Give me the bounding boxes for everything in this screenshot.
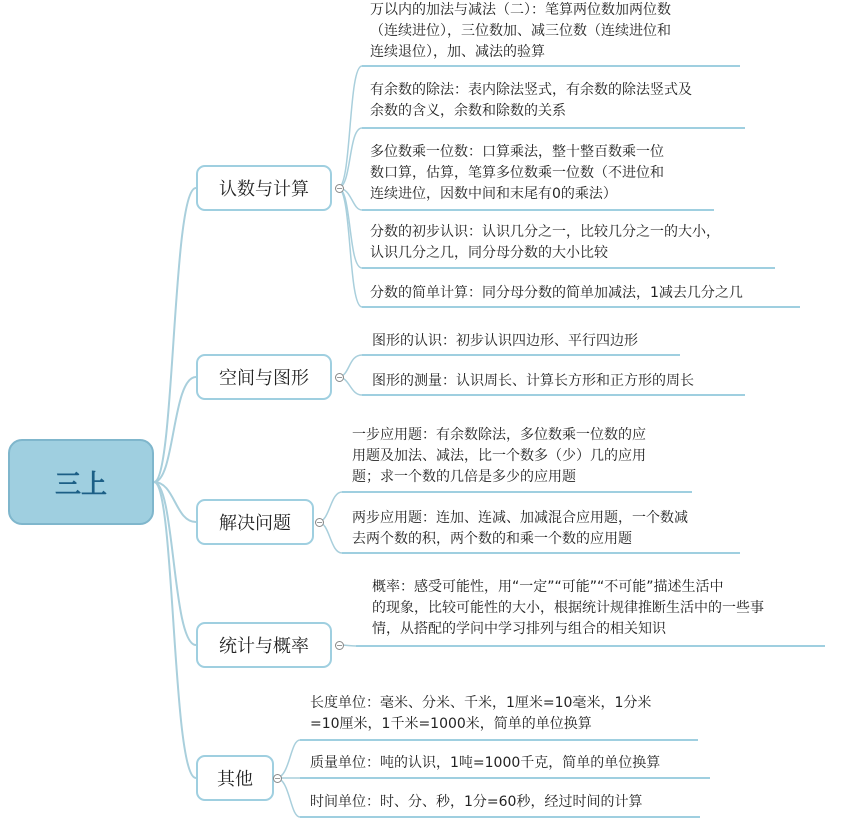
leaf-probability: 概率：感受可能性，用“一定”“可能”“不可能”描述生活中 的现象，比较可能性的大小，根据统计规律推断生活中的一些事 情，从搭配的学问中学习排列与组合的相关知识 <box>372 579 764 637</box>
leaf-mass-units: 质量单位：吨的认识，1吨=1000千克，简单的单位换算 <box>310 755 661 771</box>
collapse-icon[interactable]: − <box>336 641 343 650</box>
leaf-fractions-intro: 分数的初步认识：认识几分之一，比较几分之一的大小， 认识几分之几，同分母分数的大小比较 <box>370 224 720 261</box>
collapse-icon[interactable]: − <box>336 184 343 193</box>
leaf-shape-recognition: 图形的认识：初步认识四边形、平行四边形 <box>372 333 638 349</box>
leaf-multiplication: 多位数乘一位数：口算乘法，整十整百数乘一位 数口算，估算，笔算多位数乘一位数（不进位和 连续进位，因数中间和末尾有0的乘法） <box>370 144 664 202</box>
collapse-icon[interactable]: − <box>274 774 281 783</box>
leaf-one-step-problems: 一步应用题：有余数除法，多位数乘一位数的应 用题及加法、减法，比一个数多（少）几的应用 题；求一个数的几倍是多少的应用题 <box>352 427 646 485</box>
connector-root-branch-1 <box>154 188 196 482</box>
connector-root-branch-4 <box>154 482 196 645</box>
leaf-length-units: 长度单位：毫米、分米、千米，1厘米=10毫米，1分米 =10厘米，1千米=1000米，简单的单位换算 <box>310 695 652 732</box>
branch-node-other[interactable]: 其他 <box>196 755 274 801</box>
collapse-icon[interactable]: − <box>316 518 323 527</box>
leaf-addition-subtraction: 万以内的加法与减法（二）：笔算两位数加两位数 （连续进位），三位数加、减三位数（连续进位和 连续退位），加、减法的验算 <box>370 2 671 60</box>
leaf-fractions-calc: 分数的简单计算：同分母分数的简单加减法，1减去几分之几 <box>370 285 743 301</box>
branch-node-statistics-probability[interactable]: 统计与概率 <box>196 622 332 668</box>
branch-node-geometry[interactable]: 空间与图形 <box>196 354 332 400</box>
connector-root-branch-5 <box>154 482 196 778</box>
leaf-two-step-problems: 两步应用题：连加、连减、加减混合应用题，一个数减 去两个数的积，两个数的和乘一个数的应用题 <box>352 510 688 547</box>
leaf-division-remainder: 有余数的除法：表内除法竖式，有余数的除法竖式及 余数的含义，余数和除数的关系 <box>370 82 692 119</box>
collapse-icon[interactable]: − <box>336 373 343 382</box>
branch-node-problem-solving[interactable]: 解决问题 <box>196 499 314 545</box>
leaf-shape-measurement: 图形的测量：认识周长、计算长方形和正方形的周长 <box>372 373 694 389</box>
branch-node-calculation[interactable]: 认数与计算 <box>196 165 332 211</box>
connector-root-branch-2 <box>154 377 196 482</box>
root-node[interactable]: 三上 <box>8 439 154 525</box>
leaf-time-units: 时间单位：时、分、秒，1分=60秒，经过时间的计算 <box>310 794 643 810</box>
